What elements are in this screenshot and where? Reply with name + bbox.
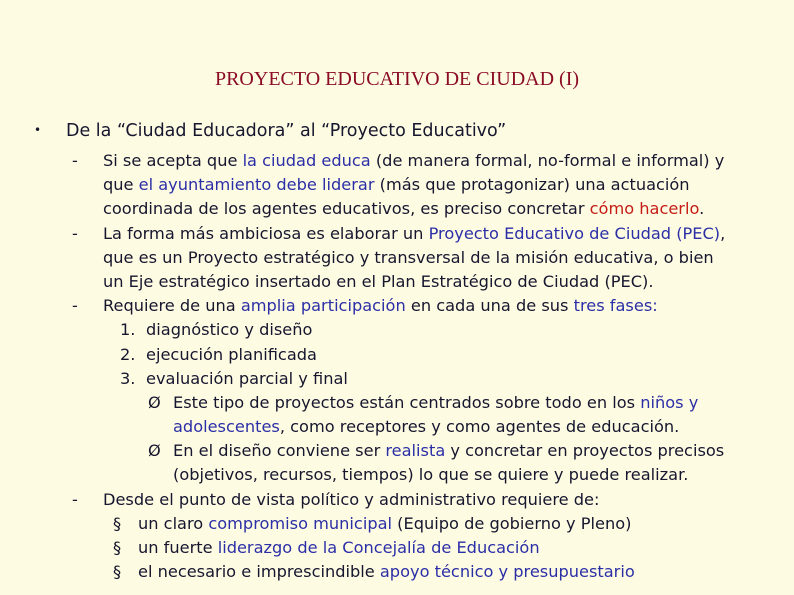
list-item-continuation: [0, 270, 794, 294]
text-segment: (objetivos, recursos, tiempos) lo que se quiere y puede realizar.: [173, 465, 689, 485]
list-item: [0, 488, 794, 512]
highlight-text: Proyecto Educativo de Ciudad (PEC): [428, 223, 721, 243]
text-segment: ,: [720, 223, 726, 243]
number-marker: 2.: [120, 344, 136, 364]
highlight-text: adolescentes: [173, 417, 280, 437]
list-item: [0, 149, 794, 173]
highlight-text: liderazgo de la Concejalía de Educación: [217, 538, 540, 557]
square-marker-icon: §: [113, 562, 122, 582]
list-item: [0, 222, 794, 246]
text-segment: que es un Proyecto estratégico y transversal de la misión educativa, o bien: [103, 247, 714, 267]
highlight-text: el ayuntamiento debe liderar: [138, 175, 375, 195]
text-segment: Si se acepta que: [103, 151, 243, 170]
text-segment: un fuerte: [138, 538, 218, 557]
dash-marker: -: [72, 489, 78, 509]
highlight-text: compromiso municipal: [208, 513, 393, 533]
list-item-continuation: [0, 173, 794, 197]
text-segment: el necesario e imprescindible: [138, 562, 380, 582]
list-item-continuation: [0, 246, 794, 270]
numbered-item: [0, 318, 794, 342]
arrow-item: [0, 391, 794, 415]
text-segment: un Eje estratégico insertado en el Plan Estratégico de Ciudad (PEC).: [103, 271, 654, 291]
text-segment: En el diseño conviene ser: [173, 441, 386, 461]
text-segment: que: [103, 175, 139, 195]
numbered-item-text: diagnóstico y diseño: [146, 320, 313, 340]
text-segment: Requiere de una: [103, 296, 241, 316]
square-marker-icon: §: [113, 538, 122, 557]
arrow-item-continuation: [0, 463, 794, 487]
slide-body: [0, 149, 794, 584]
arrow-item: [0, 439, 794, 463]
text-segment: (de manera formal, no-formal e informal) y: [370, 151, 725, 170]
main-bullet-text: De la “Ciudad Educadora” al “Proyecto Educativo”: [66, 121, 507, 141]
numbered-item-text: evaluación parcial y final: [146, 368, 348, 388]
text-segment: coordinada de los agentes educativos, es preciso concretar: [103, 199, 590, 219]
square-item: [0, 512, 794, 536]
number-marker: 3.: [120, 368, 136, 388]
text-segment: Desde el punto de vista político y administrativo requiere de:: [103, 489, 600, 509]
square-item: [0, 536, 794, 560]
list-item: [0, 294, 794, 318]
text-segment: en cada una de sus: [405, 296, 574, 316]
highlight-text: niños y: [640, 392, 699, 412]
numbered-item-text: ejecución planificada: [146, 344, 317, 364]
square-item: [0, 560, 794, 584]
emphasis-text: cómo hacerlo: [589, 199, 700, 219]
numbered-item: [0, 367, 794, 391]
text-segment: La forma más ambiciosa es elaborar un: [103, 223, 429, 243]
highlight-text: amplia participación: [240, 296, 406, 316]
slide-title: PROYECTO EDUCATIVO DE CIUDAD (I): [214, 68, 580, 90]
text-segment: , como receptores y como agentes de educación.: [279, 417, 680, 437]
bullet-dot: •: [34, 123, 42, 137]
highlight-text: realista: [385, 441, 446, 461]
text-segment: (más que protagonizar) una actuación: [374, 175, 690, 195]
highlight-text: la ciudad educa: [242, 151, 371, 170]
text-segment: y concretar en proyectos precisos: [445, 441, 725, 461]
text-segment: Este tipo de proyectos están centrados sobre todo en los: [173, 392, 641, 412]
square-marker-icon: §: [113, 513, 122, 533]
text-segment: un claro: [138, 513, 209, 533]
dash-marker: -: [72, 223, 78, 243]
text-segment: (Equipo de gobierno y Pleno): [392, 513, 632, 533]
numbered-item: [0, 343, 794, 367]
dash-marker: -: [72, 296, 78, 316]
arrow-item-continuation: [0, 415, 794, 439]
highlight-text: tres fases:: [573, 296, 658, 316]
number-marker: 1.: [120, 320, 136, 340]
highlight-text: apoyo técnico y presupuestario: [379, 562, 635, 582]
text-segment: .: [699, 199, 705, 219]
list-item-continuation: [0, 197, 794, 221]
dash-marker: -: [72, 151, 78, 170]
arrow-marker-icon: Ø: [148, 441, 161, 461]
arrow-marker-icon: Ø: [148, 392, 161, 412]
